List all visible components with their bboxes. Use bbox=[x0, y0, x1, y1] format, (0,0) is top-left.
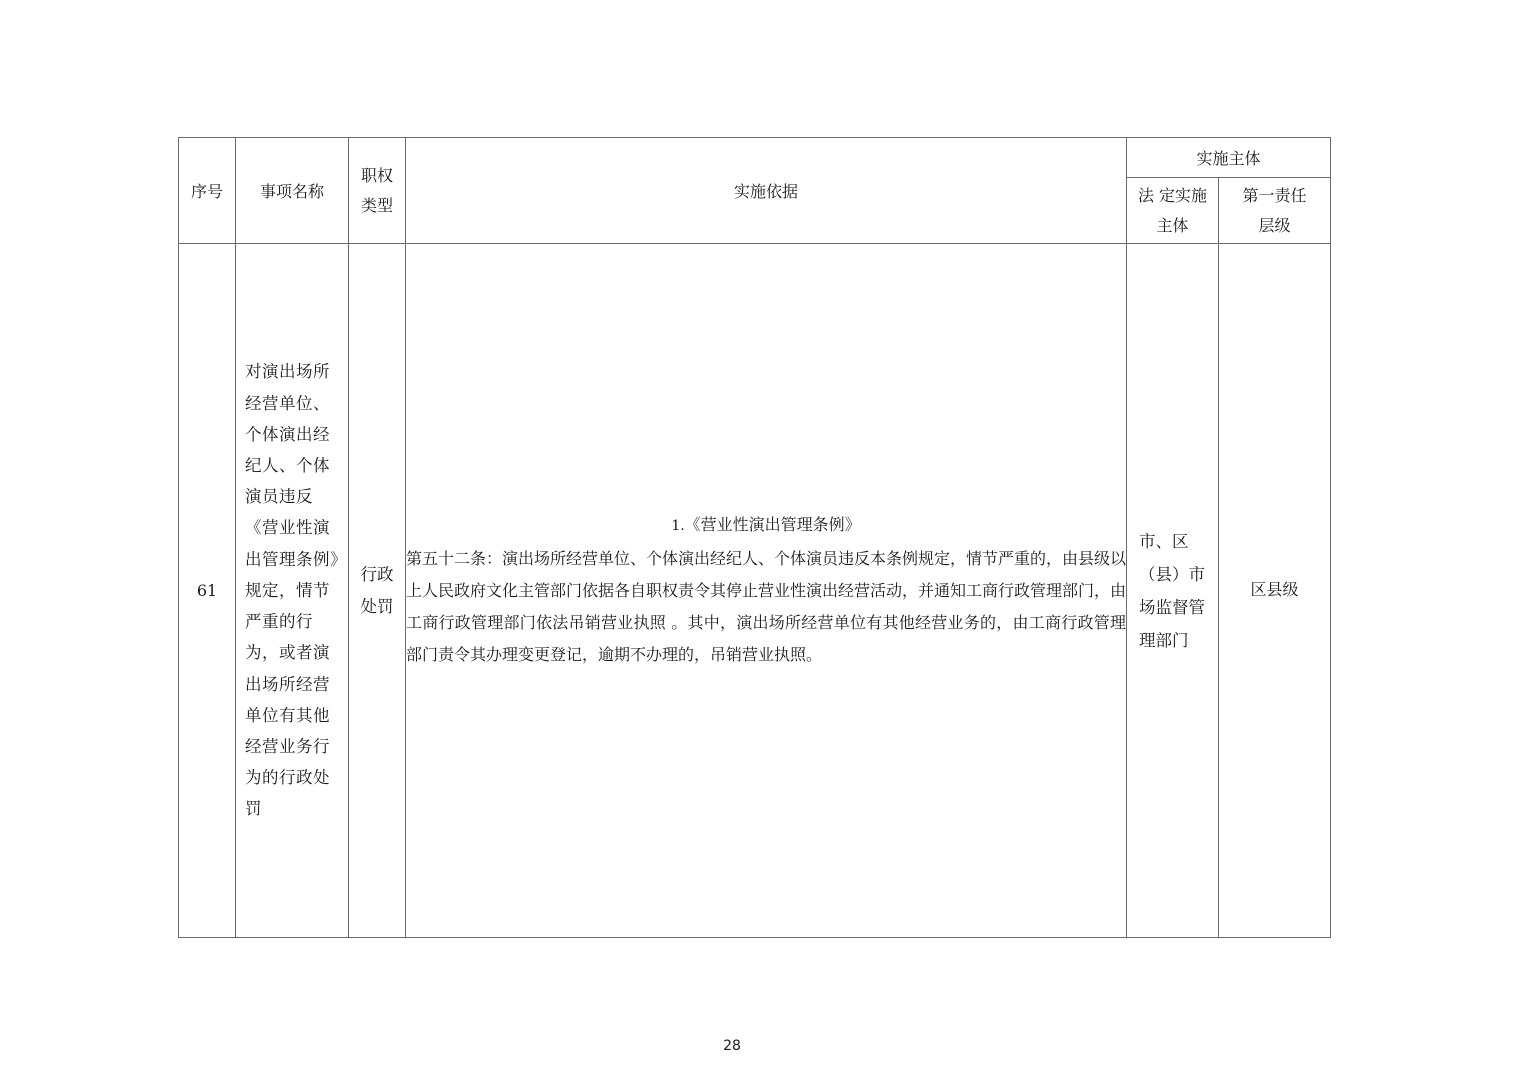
header-first-responsibility: 第一责任层级 bbox=[1219, 178, 1331, 244]
header-basis: 实施依据 bbox=[406, 138, 1127, 244]
cell-legal-subject: 市、区（县）市场监督管理部门 bbox=[1127, 244, 1219, 938]
header-name: 事项名称 bbox=[236, 138, 349, 244]
item-name-text: 对演出场所经营单位、个体演出经纪人、个体演员违反《营业性演出管理条例》规定，情节严重的行为，或者演出场所经营单位有其他经营业务行为的行政处罚 bbox=[245, 362, 339, 819]
authority-table bbox=[178, 137, 1331, 938]
cell-type: 行政处罚 bbox=[349, 244, 406, 938]
header-type: 职权类型 bbox=[349, 138, 406, 244]
table-row bbox=[179, 244, 1331, 938]
header-subject-group: 实施主体 bbox=[1127, 138, 1331, 178]
cell-seq: 61 bbox=[179, 244, 236, 938]
page-number: 28 bbox=[723, 1038, 741, 1054]
header-legal-subject: 法 定实施主体 bbox=[1127, 178, 1219, 244]
cell-level: 区县级 bbox=[1219, 244, 1331, 938]
basis-title: 1.《营业性演出管理条例》 bbox=[671, 515, 861, 534]
header-seq: 序号 bbox=[179, 138, 236, 244]
cell-name bbox=[236, 244, 349, 938]
cell-basis bbox=[406, 244, 1127, 938]
basis-body: 第五十二条：演出场所经营单位、个体演出经纪人、个体演员违反本条例规定，情节严重的，由县级以上人民政府文化主管部门依据各自职权责令其停止营业性演出经营活动，并通知工商行政管理部门，由工商行政管理部门依法吊销营业执照 。其中，演出场所经营单位有其他经营业务的，由工商行政管理部门责令其办理变更登记，逾期不办理的，吊销营业执照。 bbox=[406, 549, 1127, 664]
